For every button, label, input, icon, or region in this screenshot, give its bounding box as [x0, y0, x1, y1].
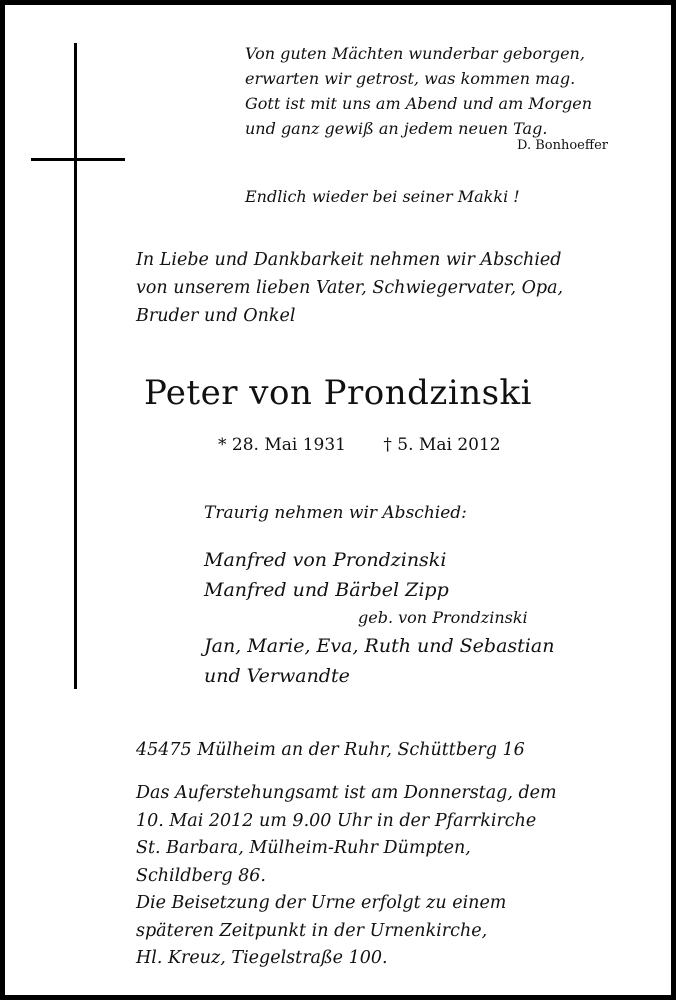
poem-line: erwarten wir getrost, was kommen mag.: [245, 69, 576, 88]
intro-text: [136, 246, 563, 330]
family-address: 45475 Mülheim an der Ruhr, Schüttberg 16: [136, 740, 525, 760]
dedication-line: Endlich wieder bei seiner Makki !: [245, 187, 520, 206]
cross-icon-bar: [31, 158, 125, 161]
service-line: Hl. Kreuz, Tiegelstraße 100.: [136, 948, 388, 968]
intro-line: In Liebe und Dankbarkeit nehmen wir Abschied: [136, 250, 562, 270]
service-line: St. Barbara, Mülheim-Ruhr Dümpten,: [136, 838, 471, 858]
mourner: und Verwandte: [204, 665, 350, 687]
mourners-list: [204, 545, 554, 691]
life-dates: [218, 435, 501, 455]
service-line: Das Auferstehungsamt ist am Donnerstag, dem: [136, 783, 557, 803]
mourning-heading: Traurig nehmen wir Abschied:: [204, 503, 467, 523]
death-date: † 5. Mai 2012: [383, 435, 501, 455]
cross-icon: [74, 43, 77, 689]
intro-line: von unserem lieben Vater, Schwiegervater, Opa,: [136, 278, 564, 298]
poem-author: D. Bonhoeffer: [517, 138, 609, 153]
poem: [245, 41, 592, 141]
service-line: Schildberg 86.: [136, 865, 266, 886]
mourner: Manfred und Bärbel Zipp: [204, 579, 449, 601]
birth-date: * 28. Mai 1931: [218, 435, 346, 455]
maiden-name: geb. von Prondzinski: [358, 608, 528, 627]
poem-line: Gott ist mit uns am Abend und am Morgen: [245, 94, 593, 113]
service-line: 10. Mai 2012 um 9.00 Uhr in der Pfarrkirche: [136, 810, 537, 831]
poem-line: Von guten Mächten wunderbar geborgen,: [245, 44, 585, 63]
mourner: Jan, Marie, Eva, Ruth und Sebastian: [204, 635, 555, 657]
intro-line: Bruder und Onkel: [136, 306, 296, 326]
service-line: späteren Zeitpunkt in der Urnenkirche,: [136, 920, 488, 941]
service-details: [136, 780, 557, 973]
deceased-name: Peter von Prondzinski: [143, 373, 533, 413]
service-line: Die Beisetzung der Urne erfolgt zu einem: [136, 893, 507, 913]
mourner: Manfred von Prondzinski: [204, 549, 447, 571]
poem-line: und ganz gewiß an jedem neuen Tag.: [245, 119, 548, 138]
